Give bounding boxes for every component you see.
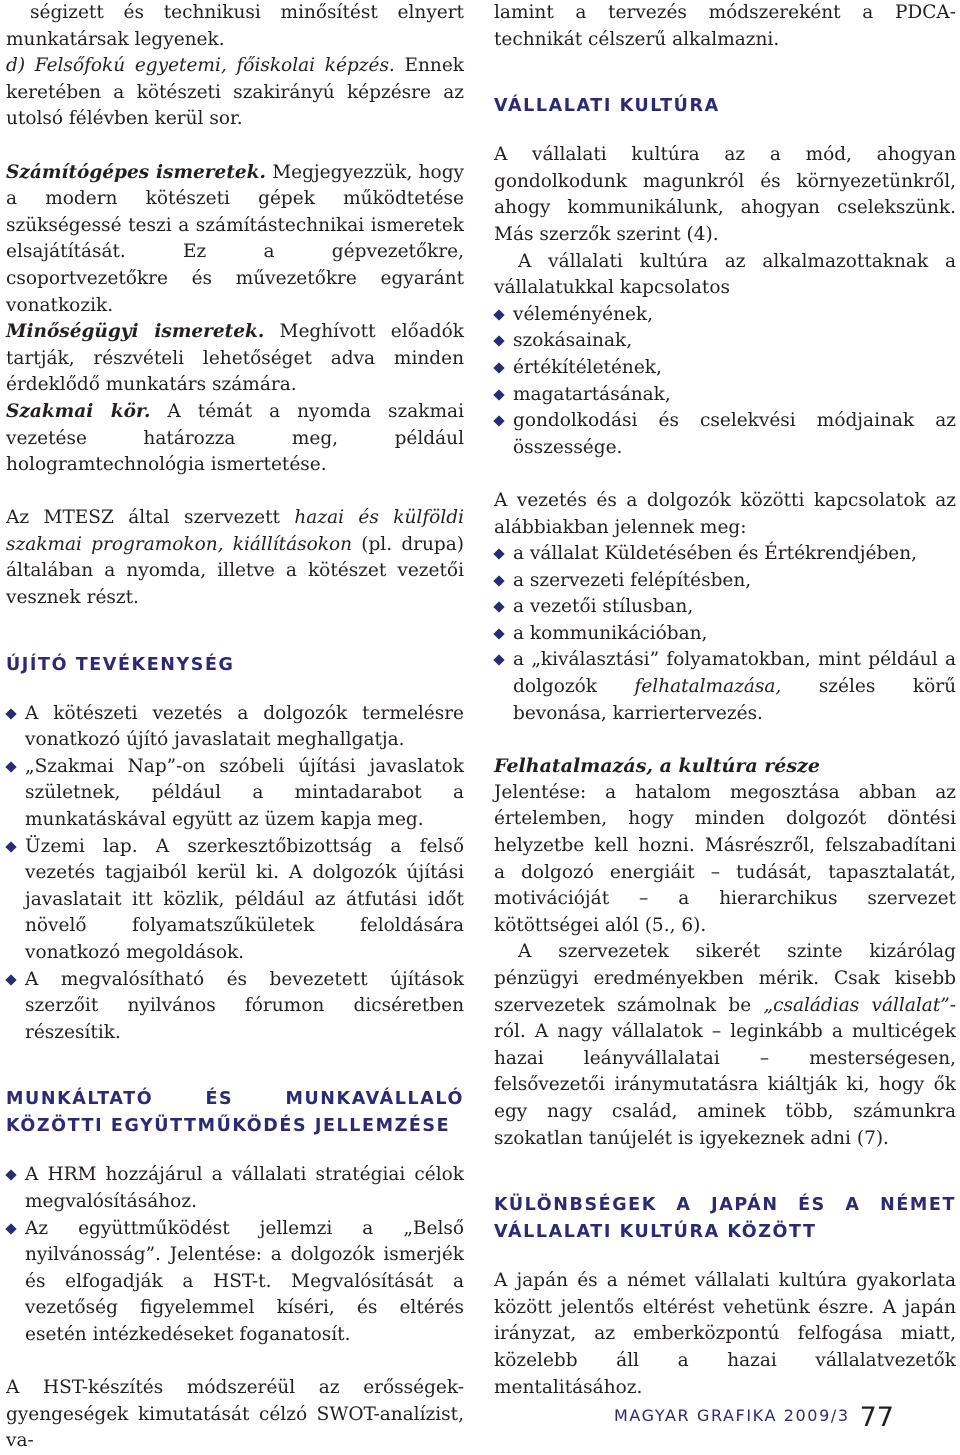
diamond-bullet-icon <box>5 761 16 772</box>
diamond-bullet-icon <box>493 362 504 373</box>
paragraph-organization-success: A szervezetek sikerét szinte kizárólag pénzügyi eredményekben mérik. Csak kisebb szervezetek számolnak be „családias vállalat”-ról. A nagy vállalatok – leginkább a multicégek hazai leányvállalatai – mesterségesen, felsővezetői iránymutatásra kiáltják ki, hogy ők egy nagy család, aminek több, számunkra szokatlan tanújelét is igyekeznek adni (7). <box>494 941 956 1149</box>
diamond-bullet-icon <box>493 309 504 320</box>
diamond-bullet-icon <box>493 389 504 400</box>
right-column <box>494 0 956 1401</box>
management-list <box>494 541 956 727</box>
innovation-list <box>6 701 464 1047</box>
label-computer-skills: Számítógépes ismeretek. <box>6 161 266 183</box>
list-item: szokásainak, <box>494 328 956 355</box>
diamond-bullet-icon <box>493 655 504 666</box>
paragraph-computer-skills: Számítógépes ismeretek. Megjegyezzük, hogy a modern kötészeti gépek működtetése szükségessé teszi a számítástechnikai ismeretek elsajátítását. Ez a gépvezetőkre, csoportvezetőkre és művezetőkre egyaránt vonatkozik. <box>6 161 464 316</box>
label-higher-education: d) Felsőfokú egyetemi, főiskolai képzés. <box>6 55 395 77</box>
diamond-bullet-icon <box>493 336 504 347</box>
paragraph-mtesz: Az MTESZ által szervezett hazai és külföldi szakmai programokon, kiállításokon (pl. drupa) általában a nyomda, illetve a kötészet vezetői vesznek részt. <box>6 507 465 609</box>
diamond-bullet-icon <box>5 708 16 719</box>
list-item: „Szakmai Nap”-on szóbeli újítási javaslatok születnek, például a mintadarabot a munkatáskával együtt az üzem kapja meg. <box>6 754 464 834</box>
heading-corporate-culture: VÁLLALATI KULTÚRA <box>494 96 720 117</box>
paragraph-japanese-german: A japán és a német vállalati kultúra gyakorlata között jelentős eltérést vehetünk észre. A japán irányzat, az emberközpontú felfogása miatt, közelebb áll a hazai vállalatvezetők mentalitásához. <box>494 1270 956 1398</box>
paragraph-intro: ségizett és technikusi minősítést elnyert munkatársak legyenek. <box>6 2 464 50</box>
heading-empowerment: Felhatalmazás, a kultúra része <box>494 755 820 778</box>
list-item: gondolkodási és cselekvési módjainak az összessége. <box>494 408 956 461</box>
page-number: 77 <box>859 1402 894 1433</box>
list-item: A kötészeti vezetés a dolgozók termelésre vonatkozó újító javaslatait meghallgatja. <box>6 701 464 754</box>
diamond-bullet-icon <box>493 628 504 639</box>
diamond-bullet-icon <box>493 548 504 559</box>
diamond-bullet-icon <box>5 974 16 985</box>
page-footer <box>614 1402 894 1433</box>
list-item: a „kiválasztási” folyamatokban, mint például a dolgozók felhatalmazása, széles körű bevonása, karriertervezés. <box>494 647 956 727</box>
diamond-bullet-icon <box>493 415 504 426</box>
list-item: értékítéletének, <box>494 355 956 382</box>
diamond-bullet-icon <box>493 602 504 613</box>
paragraph-hst: A HST-készítés módszeréül az erősségek-gyengeségek kimutatását célzó SWOT-analízist, va- <box>6 1377 464 1452</box>
list-item: a vállalat Küldetésében és Értékrendjében, <box>494 541 956 568</box>
heading-innovation: ÚJÍTÓ TEVÉKENYSÉG <box>6 654 235 675</box>
diamond-bullet-icon <box>493 575 504 586</box>
heading-cooperation: MUNKÁLTATÓ ÉS MUNKAVÁLLALÓ KÖZÖTTI EGYÜTTMŰKÖDÉS JELLEMZÉSE <box>6 1089 464 1137</box>
paragraph-higher-education: d) Felsőfokú egyetemi, főiskolai képzés. Ennek keretében a kötészeti szakirányú képzésre az utolsó félévben kerül sor. <box>6 55 465 130</box>
list-item: a szervezeti felépítésben, <box>494 568 956 595</box>
diamond-bullet-icon <box>5 1223 16 1234</box>
heading-japanese-german: KÜLÖNBSÉGEK A JAPÁN ÉS A NÉMET VÁLLALATI KULTÚRA KÖZÖTT <box>494 1195 956 1243</box>
list-item: magatartásának, <box>494 382 956 409</box>
list-item: a kommunikációban, <box>494 621 956 648</box>
list-item: A megvalósítható és bevezetett újítások szerzőit nyilvános fórumon dicséretben részesítik. <box>6 967 464 1047</box>
list-item: A HRM hozzájárul a vállalati stratégiai célok megvalósításához. <box>6 1162 464 1215</box>
label-quality-skills: Minőségügyi ismeretek. <box>6 321 265 343</box>
diamond-bullet-icon <box>5 841 16 852</box>
magazine-name: MAGYAR GRAFIKA 2009/3 <box>614 1406 850 1425</box>
paragraph-continued: lamint a tervezés módszereként a PDCA-technikát célszerű alkalmazni. <box>494 2 956 50</box>
paragraph-culture-definition: A vállalati kultúra az a mód, ahogyan gondolkodunk magunkról és környezetünkről, ahogy kommunikálunk, ahogyan cselekszünk. Más szerzők szerint (4). <box>494 144 956 245</box>
paragraph-culture-employees: A vállalati kultúra az alkalmazottaknak a vállalatukkal kapcsolatos <box>494 250 956 299</box>
paragraph-management-relations: A vezetés és a dolgozók közötti kapcsolatok az alábbiakban jelennek meg: <box>494 489 956 538</box>
list-item: véleményének, <box>494 302 956 329</box>
paragraph-empowerment-meaning: Jelentése: a hatalom megosztása abban az értelemben, hogy minden dolgozót döntési helyzetbe kell hozni. Másrészről, felszabadítani a dolgozó energiáit – tudását, tapasztalatát, motivációját – a hierarchikus szervezet kötöttségei alól (5., 6). <box>494 781 956 936</box>
cooperation-list <box>6 1162 464 1348</box>
paragraph-quality-skills: Minőségügyi ismeretek. Meghívott előadók tartják, részvételi lehetőséget adva minden érdeklődő munkatárs számára. <box>6 321 464 396</box>
paragraph-professional-circle: Szakmai kör. A témát a nyomda szakmai vezetése határozza meg, például hologramtechnológia ismertetése. <box>6 400 464 476</box>
left-column <box>6 0 464 1455</box>
list-item: a vezetői stílusban, <box>494 594 956 621</box>
list-item: Az együttműködést jellemzi a „Belső nyilvánosság”. Jelentése: a dolgozók ismerjék és elfogadják a HST-t. Megvalósítását a vezetőség figyelemmel kíséri, és eltérés esetén intézkedéseket foganatosít. <box>6 1216 464 1349</box>
culture-list <box>494 302 956 462</box>
label-professional-circle: Szakmai kör. <box>6 400 151 422</box>
list-item: Üzemi lap. A szerkesztőbizottság a felső vezetés tagjaiból kerül ki. A dolgozók újítási javaslatait itt közlik, például az átfutási időt növelő folyamatszűkületek feloldására vonatkozó megoldások. <box>6 834 464 967</box>
diamond-bullet-icon <box>5 1170 16 1181</box>
